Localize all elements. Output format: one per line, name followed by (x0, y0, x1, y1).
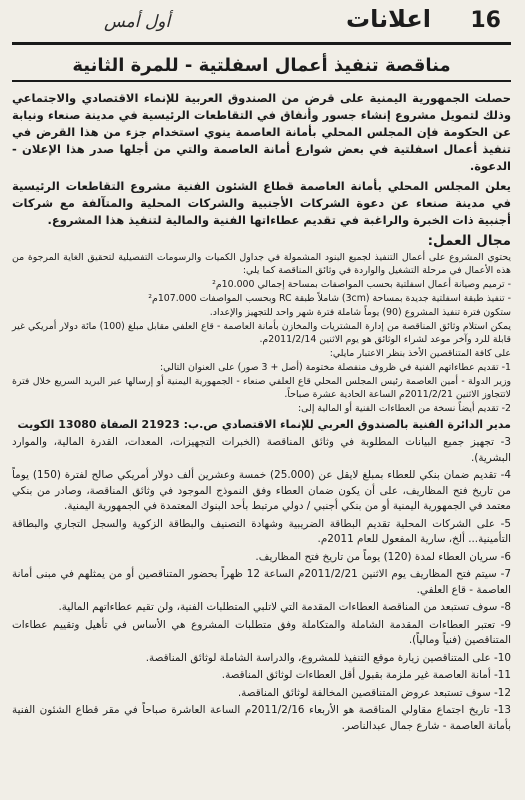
condition-item: 8- سوف تستبعد من المناقصة العطاءات المقدمة التي لاتلبي المتطلبات الفنية، ولن تقيم عطاءاتهم المالية. (58, 601, 511, 613)
page-number: 16 (470, 8, 501, 33)
scope-line: على كافة المتناقصين الأخذ بنظر الاعتبار مايلي: (329, 348, 511, 359)
condition-item: 6- سريان العطاء لمدة (120) يوماً من تاريخ فتح المظاريف. (255, 550, 511, 563)
section-title: اعلانات (346, 5, 431, 33)
condition-item: 5- على الشركات المحلية تقديم البطاقة الضريبية وشهادة التصنيف والبطاقة الزكوية والسجل التجاري والبطاقة التأمينية... ألخ، سارية المفعول للعام 2011م. (12, 517, 511, 545)
tender-body (12, 90, 511, 734)
condition-item: 4- تقديم ضمان بنكي للعطاء بمبلغ لايقل عن (25.000) خمسة وعشرين ألف دولار أمريكي صالح لفترة (150) يوماً من تاريخ فتح المظاريف، على أن يكون ضمان العطاء وفق النموذج الموجود في وثائق المناقصة، وصادر من بنكي معتمد في الجمهورية اليمنية أو من بنكي أجنبي / دولي مرتبط بأحد البنوك المعتمدة في الجمهورية اليمنية. (12, 469, 511, 512)
scope-heading: مجال العمل: (427, 233, 511, 249)
scope-line: يحتوي المشروع على أعمال التنفيذ لجميع البنود المشمولة في جداول الكميات والرسومات التفصيلية لتحقيق الغاية المرجوة من هذه الأعمال في مرحلة التشغيل والواردة في وثائق المناقصة كما يلي: (12, 252, 511, 276)
condition-item: 3- تجهيز جميع البيانات المطلوبة في وثائق المناقصة (الخبرات التجهيزات، المعدات، القدرة المالية، والموارد البشرية). (12, 436, 511, 464)
scope-line: 2- تقديم أيضاً نسخة من العطاءات الفنية أو المالية إلى: (298, 403, 511, 414)
page-header (12, 0, 511, 45)
intro-paragraph: حصلت الجمهورية اليمنية على قرض من الصندوق العربية للإنماء الاقتصادي والاجتماعي وذلك لتمويل مشروع إنشاء جسور وأنفاق في التقاطعات الرئيسية في مدينة صنعاء ونيابة عن الحكومة فإن المجلس المحلي بأمانة العاصمة ينوي استخدام جزء من هذا القرض في تنفيذ أعمال اسفلتية في بعض شوارع أمانة العاصمة والتي من أجلها صدر هذا الإعلان - الدعوة. (12, 91, 511, 173)
scope-line: وزير الدولة - أمين العاصمة رئيس المجلس المحلي قاع العلفي صنعاء - الجمهورية اليمنية أو إرسالها عبر البريد السريع خلال فترة لاتتجاوز الاثنين 2011/2/21م الساعة الحادية عشرة صباحاً. (12, 376, 511, 400)
condition-item: 10- على المتناقصين زيارة موقع التنفيذ للمشروع، والدراسة الشاملة لوثائق المناقصة. (145, 651, 511, 664)
condition-item: 12- سوف تستبعد عروض المتناقصين المخالفة لوثائق المناقصة. (237, 686, 511, 699)
tender-headline: مناقصة تنفيذ أعمال اسفلتية - للمرة الثانية (12, 55, 511, 82)
scope-line: 1- تقديم عطاءاتهم الفنية في ظروف منفصلة مختومة (أصل + 3 صور) على العنوان التالي: (160, 362, 511, 373)
scope-line: - تنفيذ طبقة اسفلتية جديدة بمساحة (3cm) شاملاً طبقة RC وبحسب المواصفات 107.000م² (148, 293, 511, 304)
scope-line: يمكن استلام وثائق المناقصة من إدارة المشتريات والمخازن بأمانة العاصمة - قاع العلفي مقابل مبلغ (100) مائة دولار أمريكي غير قابلة للرد وآخر موعد لشراء الوثائق هو يوم الاثنين 2011/2/14م. (12, 321, 511, 345)
scope-line: ستكون فترة تنفيذ المشروع (90) يوماً شاملة فترة شهر واحد للتجهيز والإعداد. (209, 307, 511, 318)
condition-item: 13- تاريخ اجتماع مقاولي المناقصة هو الأربعاء 2011/2/16م الساعة العاشرة صباحاً في مقر قطاع الشئون الفنية بأمانة العاصمة - شارع جمال عبدالناصر. (12, 704, 511, 732)
fund-address: مدير الدائرة الفنية بالصندوق العربي للإنماء الاقتصادي ص.ب: 21923 الصفاة 13080 الكويت (17, 418, 511, 431)
condition-item: 7- سيتم فتح المظاريف يوم الاثنين 2011/2/21م الساعة 12 ظهراً بحضور المتناقصين أو من يمثلهم في مبنى أمانة العاصمة - قاع العلفي. (12, 568, 511, 596)
handwritten-note: أول أمس (104, 12, 171, 32)
condition-item: 11- أمانة العاصمة غير ملزمة بقبول أقل العطاءات لوثائق المناقصة. (221, 669, 511, 681)
scope-line: - ترميم وصيانة أعمال اسفلتية بحسب المواصفات بمساحة إجمالي 10.000م² (212, 279, 511, 290)
invitation-paragraph: يعلن المجلس المحلي بأمانة العاصمة قطاع الشئون الفنية مشروع التقاطعات الرئيسية في مدينة صنعاء عن دعوة الشركات الأجنبية والشركات المحلية والمتآلفة مع شركات أجنبية ذات الخبرة والراغبة في تقديم عطاءاتها الفنية والمالية لتنفيذ هذا المشروع. (12, 179, 511, 227)
condition-item: 9- تعتبر العطاءات المقدمة الشاملة والمتكاملة وفق متطلبات المشروع هي الأساس في تأهيل وتقييم عطاءات المتناقصين (فنياً ومالياً). (12, 618, 511, 646)
